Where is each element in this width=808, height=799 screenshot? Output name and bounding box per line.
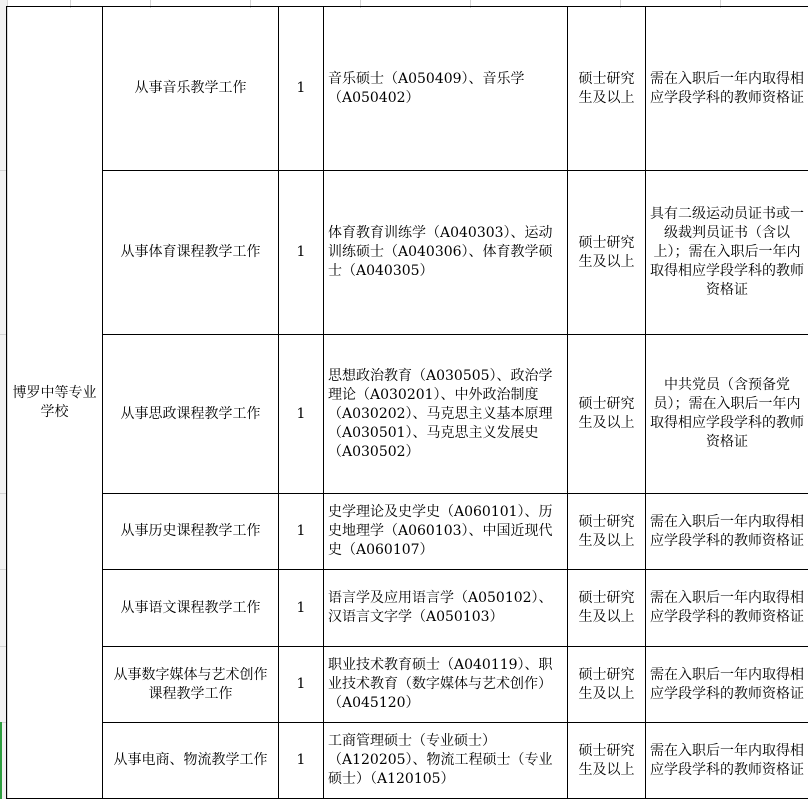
major-cell[interactable]: 语言学及应用语言学（A050102）、汉语言文字学（A050103） <box>324 570 568 647</box>
major-cell[interactable]: 体育教育训练学（A040303）、运动训练硕士（A040306）、体育教学硕士（A040305） <box>324 171 568 335</box>
note-cell[interactable]: 需在入职后一年内取得相应学段学科的教师资格证 <box>646 7 808 171</box>
education-cell[interactable]: 硕士研究生及以上 <box>568 171 646 335</box>
post-cell[interactable]: 从事思政课程教学工作 <box>103 335 279 494</box>
education-cell[interactable]: 硕士研究生及以上 <box>568 723 646 799</box>
post-cell[interactable]: 从事历史课程教学工作 <box>103 494 279 570</box>
post-cell[interactable]: 从事语文课程教学工作 <box>103 570 279 647</box>
education-cell[interactable]: 硕士研究生及以上 <box>568 335 646 494</box>
count-cell[interactable]: 1 <box>279 335 324 494</box>
count-cell[interactable]: 1 <box>279 647 324 723</box>
post-cell[interactable]: 从事音乐教学工作 <box>103 7 279 171</box>
table-row <box>7 171 808 335</box>
post-cell[interactable]: 从事体育课程教学工作 <box>103 171 279 335</box>
count-cell[interactable]: 1 <box>279 494 324 570</box>
table-row <box>7 335 808 494</box>
note-cell[interactable]: 需在入职后一年内取得相应学段学科的教师资格证 <box>646 570 808 647</box>
count-cell[interactable]: 1 <box>279 7 324 171</box>
major-cell[interactable]: 思想政治教育（A030505）、政治学理论（A030201）、中外政治制度（A030202）、马克思主义基本原理（A030501）、马克思主义发展史（A030502） <box>324 335 568 494</box>
note-cell[interactable]: 需在入职后一年内取得相应学段学科的教师资格证 <box>646 494 808 570</box>
major-cell[interactable]: 史学理论及史学史（A060101）、历史地理学（A060103）、中国近现代史（A060107） <box>324 494 568 570</box>
table-row <box>7 494 808 570</box>
row-selection-marker <box>0 722 2 799</box>
table-row <box>7 570 808 647</box>
note-cell[interactable]: 中共党员（含预备党员）；需在入职后一年内取得相应学段学科的教师资格证 <box>646 335 808 494</box>
education-cell[interactable]: 硕士研究生及以上 <box>568 7 646 171</box>
count-cell[interactable]: 1 <box>279 171 324 335</box>
education-cell[interactable]: 硕士研究生及以上 <box>568 570 646 647</box>
note-cell[interactable]: 需在入职后一年内取得相应学段学科的教师资格证 <box>646 647 808 723</box>
unit-cell[interactable]: 博罗中等专业学校 <box>7 7 103 799</box>
major-cell[interactable]: 音乐硕士（A050409）、音乐学（A050402） <box>324 7 568 171</box>
recruitment-table <box>6 6 808 799</box>
post-cell[interactable]: 从事数字媒体与艺术创作课程教学工作 <box>103 647 279 723</box>
note-cell[interactable]: 具有二级运动员证书或一级裁判员证书（含以上）；需在入职后一年内取得相应学段学科的教师资格证 <box>646 171 808 335</box>
education-cell[interactable]: 硕士研究生及以上 <box>568 647 646 723</box>
education-cell[interactable]: 硕士研究生及以上 <box>568 494 646 570</box>
table-row <box>7 7 808 171</box>
count-cell[interactable]: 1 <box>279 723 324 799</box>
major-cell[interactable]: 职业技术教育硕士（A040119）、职业技术教育（数字媒体与艺术创作）（A045120） <box>324 647 568 723</box>
post-cell[interactable]: 从事电商、物流教学工作 <box>103 723 279 799</box>
table-row <box>7 647 808 723</box>
table-row <box>7 723 808 799</box>
major-cell[interactable]: 工商管理硕士（专业硕士）（A120205）、物流工程硕士（专业硕士）（A120105） <box>324 723 568 799</box>
count-cell[interactable]: 1 <box>279 570 324 647</box>
note-cell[interactable]: 需在入职后一年内取得相应学段学科的教师资格证 <box>646 723 808 799</box>
